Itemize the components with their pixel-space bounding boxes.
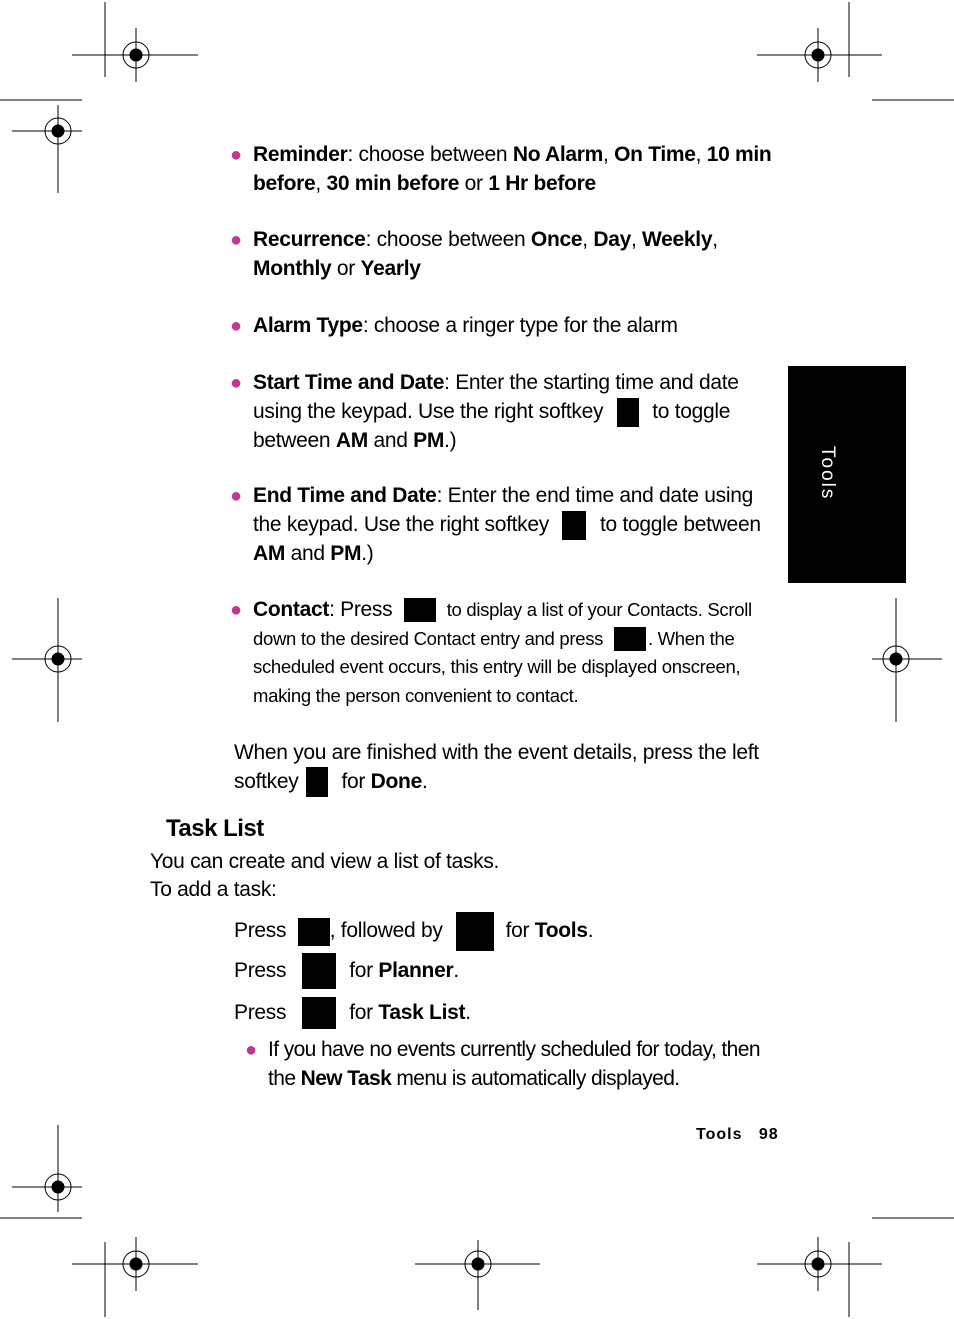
option-label: Contact (253, 598, 330, 621)
bullet-note: ● If you have no events currently scheduled for today, then the New Task menu is automatically displayed. (245, 1038, 760, 1090)
nav-key-icon (456, 912, 494, 951)
finish-paragraph: When you are finished with the event details, press the left softkey for Done. (234, 738, 774, 797)
step-3: Press for Task List. (234, 995, 471, 1035)
bullet-dot-icon: ● (230, 229, 242, 251)
step-1: Press , followed by for Tools. (234, 912, 593, 952)
bullet-dot-icon: ● (230, 315, 242, 337)
bullet-dot-icon: ● (230, 485, 242, 507)
option-label: Reminder (253, 143, 348, 166)
option-label: Alarm Type (253, 314, 363, 337)
bullet-dot-icon: ● (230, 372, 242, 394)
menu-key-icon (298, 918, 330, 946)
ok-key-icon (404, 598, 436, 622)
bullet-dot-icon: ● (230, 599, 242, 621)
section-heading: Task List (166, 815, 264, 842)
bullet-end-time: ● End Time and Date: Enter the end time and date using the keypad. Use the right softkey to toggle between AM and PM.) (230, 484, 761, 565)
left-softkey-icon (306, 767, 328, 797)
number-key-icon (302, 953, 336, 989)
right-softkey-icon (562, 511, 586, 540)
option-label: Start Time and Date (253, 371, 445, 394)
page-number: 98 (758, 1126, 779, 1143)
footer-section: Tools (696, 1126, 743, 1143)
bullet-dot-icon: ● (245, 1039, 257, 1061)
bullet-dot-icon: ● (230, 144, 242, 166)
task-intro-2: To add a task: (150, 878, 277, 901)
page-footer (696, 1126, 779, 1144)
bullet-start-time: ● Start Time and Date: Enter the starting time and date using the keypad. Use the right softkey to toggle between AM and PM.) (230, 371, 739, 452)
option-label: Recurrence (253, 228, 366, 251)
side-tab-label: Tools (817, 446, 838, 501)
task-intro: You can create and view a list of tasks. (150, 850, 500, 873)
step-2: Press for Planner. (234, 953, 459, 993)
ok-key-icon (614, 627, 646, 651)
bullet-alarm-type: ● Alarm Type: choose a ringer type for the alarm (230, 312, 770, 342)
option-label: End Time and Date (253, 484, 437, 507)
number-key-icon (302, 997, 336, 1029)
bullet-contact: ● Contact: Press to display a list of your Contacts. Scroll down to the desired Contact entry and press . When the scheduled event occurs, this entry will be displayed onscreen, making the person convenient to contact. (230, 598, 752, 706)
bullet-recurrence: ● Recurrence: choose between Once, Day, Weekly, Monthly or Yearly (230, 228, 718, 280)
section-side-tab (788, 366, 906, 583)
right-softkey-icon (617, 398, 639, 427)
bullet-reminder: ● Reminder: choose between No Alarm, On Time, 10 min before, 30 min before or 1 Hr before (230, 143, 772, 195)
